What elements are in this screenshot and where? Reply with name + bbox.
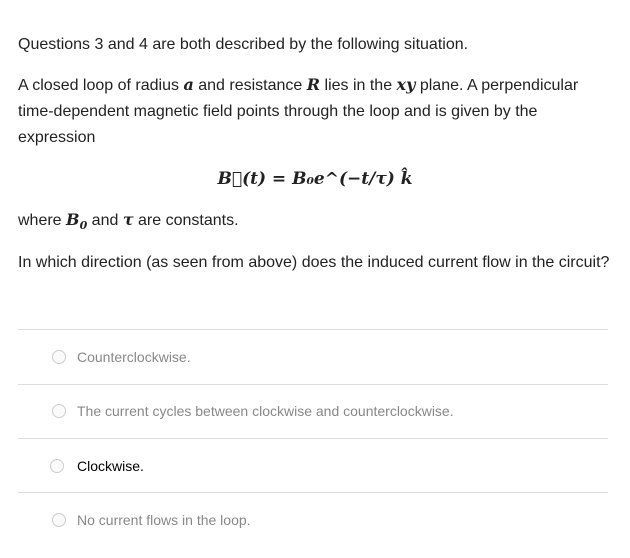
text: and: [87, 212, 123, 229]
option-clockwise[interactable]: [50, 454, 144, 478]
subscript: 0: [79, 219, 88, 233]
option-label: Clockwise.: [77, 458, 144, 474]
var-a: a: [183, 75, 194, 94]
text: and resistance: [193, 77, 307, 94]
radio-button[interactable]: [52, 513, 66, 527]
text: lies in the: [320, 77, 397, 94]
var-xy: xy: [396, 75, 416, 94]
divider: [18, 384, 608, 385]
text: are constants.: [133, 212, 239, 229]
option-label: Counterclockwise.: [77, 349, 191, 365]
var-tau: τ: [122, 210, 134, 229]
option-cycles[interactable]: [52, 399, 454, 423]
text: plane. A perpendicular time-dependent magnetic field points through the loop and is given by the expression: [18, 77, 579, 146]
option-no-current[interactable]: [52, 508, 251, 532]
divider: [18, 329, 608, 330]
intro-text: Questions 3 and 4 are both described by the following situation.: [18, 36, 469, 53]
var-R: R: [306, 75, 321, 94]
text: where: [18, 212, 67, 229]
radio-button[interactable]: [50, 459, 64, 473]
divider: [18, 492, 608, 493]
divider: [18, 438, 608, 439]
where-text: [18, 207, 618, 239]
option-label: The current cycles between clockwise and counterclockwise.: [77, 403, 454, 419]
var-B0: B: [66, 210, 80, 229]
equation: B⃗(t) = B₀e^(−t/τ) k̂: [217, 169, 413, 189]
radio-button[interactable]: [52, 350, 66, 364]
question-text: In which direction (as seen from above) does the induced current flow in the circuit?: [18, 254, 610, 271]
situation-paragraph: [18, 72, 618, 151]
radio-button[interactable]: [52, 404, 66, 418]
option-label: No current flows in the loop.: [77, 512, 251, 528]
text: A closed loop of radius: [18, 77, 184, 94]
option-counterclockwise[interactable]: [52, 345, 191, 369]
